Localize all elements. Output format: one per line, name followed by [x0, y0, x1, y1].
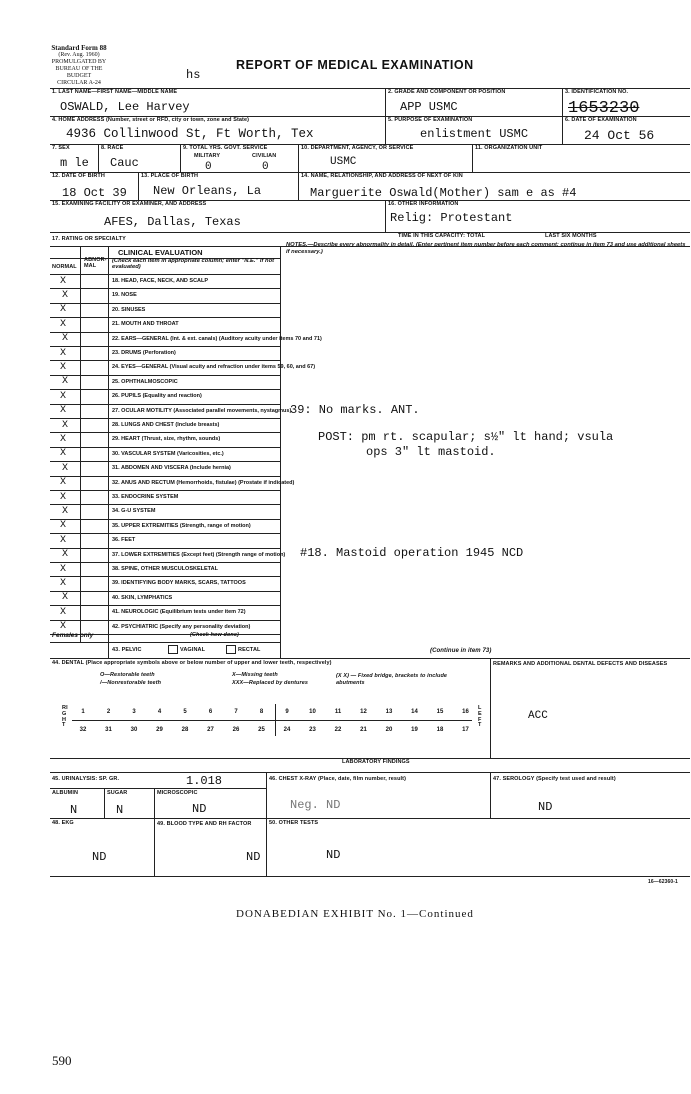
normal-checkmark[interactable]: X: [61, 333, 68, 345]
sugar-value: N: [116, 803, 124, 817]
vaginal-checkbox[interactable]: [168, 645, 178, 654]
dental-legend-5: (X X) — Fixed bridge, brackets to include abutments: [336, 673, 448, 687]
name-value: OSWALD, Lee Harvey: [60, 100, 190, 114]
rectal-label: RECTAL: [238, 647, 261, 653]
clinical-item-label: 40. SKIN, LYMPHATICS: [112, 594, 173, 601]
facility-value: AFES, Dallas, Texas: [104, 215, 241, 229]
grade-value: APP USMC: [400, 100, 458, 114]
dental-legend-4: XXX—Replaced by dentures: [232, 680, 309, 686]
label-ekg: 48. EKG: [52, 820, 74, 826]
females-only-label: Females only: [52, 632, 94, 639]
form-promulgated: PROMULGATED BY: [51, 58, 107, 65]
other-info-value: Relig: Protestant: [390, 211, 513, 225]
upper-tooth-number: 1: [81, 709, 85, 715]
check-how-done-label: (Check how done): [190, 632, 239, 638]
form-number-block: [44, 44, 114, 87]
clinical-item-label: 27. OCULAR MOTILITY (Associated parallel movements, nystagmus): [112, 407, 292, 414]
dental-legend-2: /—Nonrestorable teeth: [100, 680, 162, 686]
lower-tooth-number: 17: [462, 727, 469, 733]
clinical-item-label: 31. ABDOMEN AND VISCERA (Include hernia): [112, 465, 231, 472]
clinical-item-label: 26. PUPILS (Equality and reaction): [112, 393, 202, 400]
clinical-item-label: 24. EYES—GENERAL (Visual acuity and refraction under items 59, 60, and 67): [112, 364, 316, 371]
rectal-checkbox[interactable]: [226, 645, 236, 654]
clinical-item-label: 28. LUNGS AND CHEST (Include breasts): [112, 422, 220, 428]
note-post-line1: POST: pm rt. scapular; s½" lt hand; vsula: [318, 430, 614, 444]
label-exam-date: 6. DATE OF EXAMINATION: [565, 117, 637, 123]
other-tests-value: ND: [326, 848, 341, 862]
dental-legend-1: O—Restorable teeth: [100, 672, 155, 678]
label-department: 10. DEPARTMENT, AGENCY, OR SERVICE: [301, 145, 414, 151]
birthplace-value: New Orleans, La: [153, 184, 262, 198]
lower-tooth-number: 24: [283, 727, 291, 733]
lower-tooth-number: 18: [436, 727, 444, 733]
upper-tooth-number: 14: [411, 709, 418, 715]
form-code: 16—62360-1: [648, 879, 678, 885]
normal-checkmark[interactable]: X: [59, 491, 66, 503]
continue-item-73: (Continue in item 73): [430, 648, 492, 654]
form-title: REPORT OF MEDICAL EXAMINATION: [236, 58, 474, 72]
lower-tooth-number: 21: [360, 727, 367, 733]
clinical-item-label: 32. ANUS AND RECTUM (Hemorrhoids, fistulae) (Prostate if indicated): [112, 479, 295, 486]
remarks-dental-label: REMARKS AND ADDITIONAL DENTAL DEFECTS AND DISEASES: [493, 661, 668, 667]
sp-gr-value: 1.018: [186, 774, 223, 788]
upper-tooth-number: 9: [285, 709, 289, 715]
dental-remarks-value: ACC: [528, 710, 548, 722]
albumin-value: N: [70, 803, 78, 817]
label-name: 1. LAST NAME—FIRST NAME—MIDDLE NAME: [52, 89, 178, 95]
note-post-line2: ops 3" lt mastoid.: [366, 445, 496, 459]
normal-checkmark[interactable]: X: [59, 577, 66, 589]
normal-checkmark[interactable]: X: [59, 448, 66, 460]
upper-tooth-number: 5: [183, 709, 187, 715]
label-microscopic: MICROSCOPIC: [157, 790, 198, 796]
upper-tooth-number: 7: [234, 709, 238, 715]
label-last-six-months: LAST SIX MONTHS: [545, 233, 597, 239]
label-govt-service: 9. TOTAL YRS. GOVT. SERVICE: [183, 145, 268, 151]
normal-checkmark[interactable]: X: [61, 376, 68, 388]
right-label: RIGHT: [62, 705, 68, 729]
label-purpose: 5. PURPOSE OF EXAMINATION: [388, 117, 473, 123]
label-blood-type: 49. BLOOD TYPE AND RH FACTOR: [157, 821, 252, 827]
normal-heading: NORMAL: [52, 264, 77, 270]
clinical-item-label: 41. NEUROLOGIC (Equilibrium tests under item 72): [112, 609, 246, 616]
next-of-kin-value: Marguerite Oswald(Mother) sam e as #4: [310, 186, 577, 200]
form-bureau: BUREAU OF THE BUDGET: [55, 65, 103, 79]
note-18: #18. Mastoid operation 1945 NCD: [300, 546, 524, 560]
clinical-item-label: 19. NOSE: [112, 292, 137, 299]
upper-tooth-number: 2: [106, 709, 111, 715]
left-label: LEFT: [478, 705, 482, 729]
clinical-eval-instructions: (Check each item in appropriate column; enter "N.E." if not evaluated): [112, 258, 275, 271]
ekg-value: ND: [92, 850, 107, 864]
lab-findings-heading: LABORATORY FINDINGS: [342, 759, 410, 765]
pelvic-label: 43. PELVIC: [112, 647, 142, 653]
label-sugar: SUGAR: [107, 790, 128, 796]
label-sex: 7. SEX: [52, 145, 70, 151]
form-number: Standard Form 88: [51, 44, 107, 52]
chest-xray-value: Neg. ND: [290, 798, 341, 812]
clinical-item-label: 18. HEAD, FACE, NECK, AND SCALP: [112, 278, 209, 284]
lower-tooth-number: 19: [411, 727, 418, 733]
initials: hs: [186, 68, 201, 82]
clinical-item-label: 23. DRUMS (Perforation): [112, 350, 176, 356]
lower-tooth-number: 32: [79, 727, 87, 733]
label-urinalysis: 45. URINALYSIS: SP. GR.: [52, 776, 120, 782]
upper-tooth-number: 10: [309, 709, 316, 715]
clinical-item-label: 35. UPPER EXTREMITIES (Strength, range of motion): [112, 522, 251, 529]
lower-tooth-number: 30: [130, 727, 138, 733]
lower-tooth-number: 25: [258, 727, 265, 733]
normal-checkmark[interactable]: X: [59, 390, 66, 402]
lower-tooth-number: 31: [105, 727, 112, 733]
clinical-item-label: 21. MOUTH AND THROAT: [112, 321, 179, 328]
clinical-item-label: 37. LOWER EXTREMITIES (Except feet) (Strength range of motion): [112, 551, 286, 558]
dental-legend-3: X—Missing teeth: [232, 672, 278, 678]
clinical-item-label: 42. PSYCHIATRIC (Specify any personality deviation): [112, 623, 251, 630]
normal-checkmark[interactable]: X: [59, 621, 66, 633]
exhibit-caption: DONABEDIAN EXHIBIT No. 1—Continued: [236, 908, 474, 920]
civilian-years-value: 0: [262, 161, 269, 173]
microscopic-value: ND: [192, 802, 207, 816]
lower-tooth-number: 26: [232, 727, 240, 733]
upper-tooth-number: 12: [360, 709, 367, 715]
address-value: 4936 Collinwood St, Ft Worth, Tex: [66, 127, 314, 141]
label-address: 4. HOME ADDRESS (Number, street or RFD, city or town, zone and State): [52, 117, 250, 123]
label-org-unit: 11. ORGANIZATION UNIT: [475, 145, 543, 151]
label-albumin: ALBUMIN: [52, 790, 79, 796]
note-39: 39: No marks. ANT.: [290, 403, 420, 417]
upper-tooth-number: 6: [208, 709, 213, 715]
id-value: 1653230: [568, 99, 640, 118]
normal-checkmark[interactable]: X: [59, 347, 66, 359]
label-time-capacity: TIME IN THIS CAPACITY: TOTAL: [398, 233, 486, 239]
page-number: 590: [52, 1053, 72, 1068]
label-dob: 12. DATE OF BIRTH: [52, 173, 105, 179]
clinical-item-label: 34. G-U SYSTEM: [112, 508, 156, 515]
clinical-item-label: 25. OPHTHALMOSCOPIC: [112, 378, 178, 385]
label-military: MILITARY: [194, 153, 221, 159]
lower-tooth-number: 23: [309, 727, 316, 733]
normal-checkmark[interactable]: X: [59, 534, 66, 546]
label-civilian: CIVILIAN: [252, 153, 277, 159]
normal-checkmark[interactable]: X: [59, 477, 66, 489]
normal-checkmark[interactable]: X: [61, 505, 68, 517]
label-other-tests: 50. OTHER TESTS: [269, 820, 319, 826]
label-birthplace: 13. PLACE OF BIRTH: [141, 173, 199, 179]
race-value: Cauc: [110, 156, 139, 170]
normal-checkmark[interactable]: X: [61, 462, 68, 474]
normal-checkmark[interactable]: X: [61, 592, 68, 604]
upper-tooth-number: 15: [436, 709, 444, 715]
lower-tooth-number: 27: [207, 727, 214, 733]
label-race: 8. RACE: [101, 145, 124, 151]
clinical-item-label: 22. EARS—GENERAL (Int. & ext. canals) (Auditory acuity under items 70 and 71): [112, 335, 322, 342]
lower-tooth-number: 22: [334, 727, 342, 733]
normal-checkmark[interactable]: X: [59, 318, 66, 330]
abnormal-heading: ABNOR-MAL: [84, 257, 107, 269]
clinical-item-label: 29. HEART (Thrust, size, rhythm, sounds): [112, 436, 221, 443]
clinical-item-label: 33. ENDOCRINE SYSTEM: [112, 494, 179, 500]
clinical-item-label: 38. SPINE, OTHER MUSCULOSKELETAL: [112, 566, 218, 572]
form-circular: CIRCULAR A-24: [57, 79, 101, 86]
label-rating: 17. RATING OR SPECIALTY: [52, 236, 126, 242]
exam-date-value: 24 Oct 56: [584, 128, 655, 143]
upper-tooth-number: 3: [132, 709, 136, 715]
normal-checkmark[interactable]: X: [59, 433, 66, 445]
notes-instructions: NOTES.—Describe every abnormality in detail. (Enter pertinent item number before each comment; continue in item 73 and use additional sheets if necessary.): [286, 242, 686, 255]
upper-tooth-number: 16: [462, 709, 469, 715]
label-id: 3. IDENTIFICATION NO.: [565, 89, 629, 95]
lower-tooth-number: 20: [385, 727, 393, 733]
label-other-info: 16. OTHER INFORMATION: [388, 201, 459, 207]
label-facility: 15. EXAMINING FACILITY OR EXAMINER, AND ADDRESS: [52, 201, 207, 207]
form-revision: (Rev. Aug. 1960): [58, 52, 100, 59]
military-years-value: 0: [205, 161, 212, 173]
normal-checkmark[interactable]: X: [59, 606, 66, 618]
label-serology: 47. SEROLOGY (Specify test used and result): [493, 776, 616, 782]
normal-checkmark[interactable]: X: [59, 563, 66, 575]
upper-tooth-number: 11: [334, 709, 342, 715]
label-grade: 2. GRADE AND COMPONENT OR POSITION: [388, 89, 506, 95]
clinical-item-label: 20. SINUSES: [112, 306, 146, 313]
label-next-of-kin: 14. NAME, RELATIONSHIP, AND ADDRESS OF NEXT OF KIN: [301, 173, 463, 179]
normal-checkmark[interactable]: X: [59, 520, 66, 532]
lower-tooth-number: 29: [156, 727, 163, 733]
sex-value: m le: [60, 156, 89, 170]
clinical-item-label: 36. FEET: [112, 537, 136, 544]
normal-checkmark[interactable]: X: [61, 289, 68, 301]
purpose-value: enlistment USMC: [420, 127, 529, 141]
upper-tooth-number: 8: [259, 709, 264, 715]
clinical-item-label: 39. IDENTIFYING BODY MARKS, SCARS, TATTOOS: [112, 580, 246, 587]
normal-checkmark[interactable]: X: [59, 405, 66, 417]
normal-checkmark[interactable]: X: [61, 549, 68, 561]
normal-checkmark[interactable]: X: [61, 419, 68, 431]
dob-value: 18 Oct 39: [62, 186, 127, 200]
dental-label: 44. DENTAL (Place appropriate symbols above or below number of upper and lower teeth, respectively): [52, 660, 332, 666]
normal-checkmark[interactable]: X: [59, 275, 66, 287]
upper-tooth-number: 4: [157, 709, 162, 715]
vaginal-label: VAGINAL: [180, 647, 206, 653]
normal-checkmark[interactable]: X: [59, 361, 66, 373]
upper-tooth-number: 13: [385, 709, 393, 715]
lower-tooth-number: 28: [181, 727, 189, 733]
blood-type-value: ND: [246, 850, 261, 864]
label-chest-xray: 46. CHEST X-RAY (Place, date, film number, result): [269, 776, 407, 782]
clinical-eval-heading: CLINICAL EVALUATION: [118, 248, 203, 257]
normal-checkmark[interactable]: X: [59, 304, 66, 316]
clinical-item-label: 30. VASCULAR SYSTEM (Varicosities, etc.): [112, 450, 224, 457]
serology-value: ND: [538, 800, 553, 814]
department-value: USMC: [330, 156, 357, 168]
